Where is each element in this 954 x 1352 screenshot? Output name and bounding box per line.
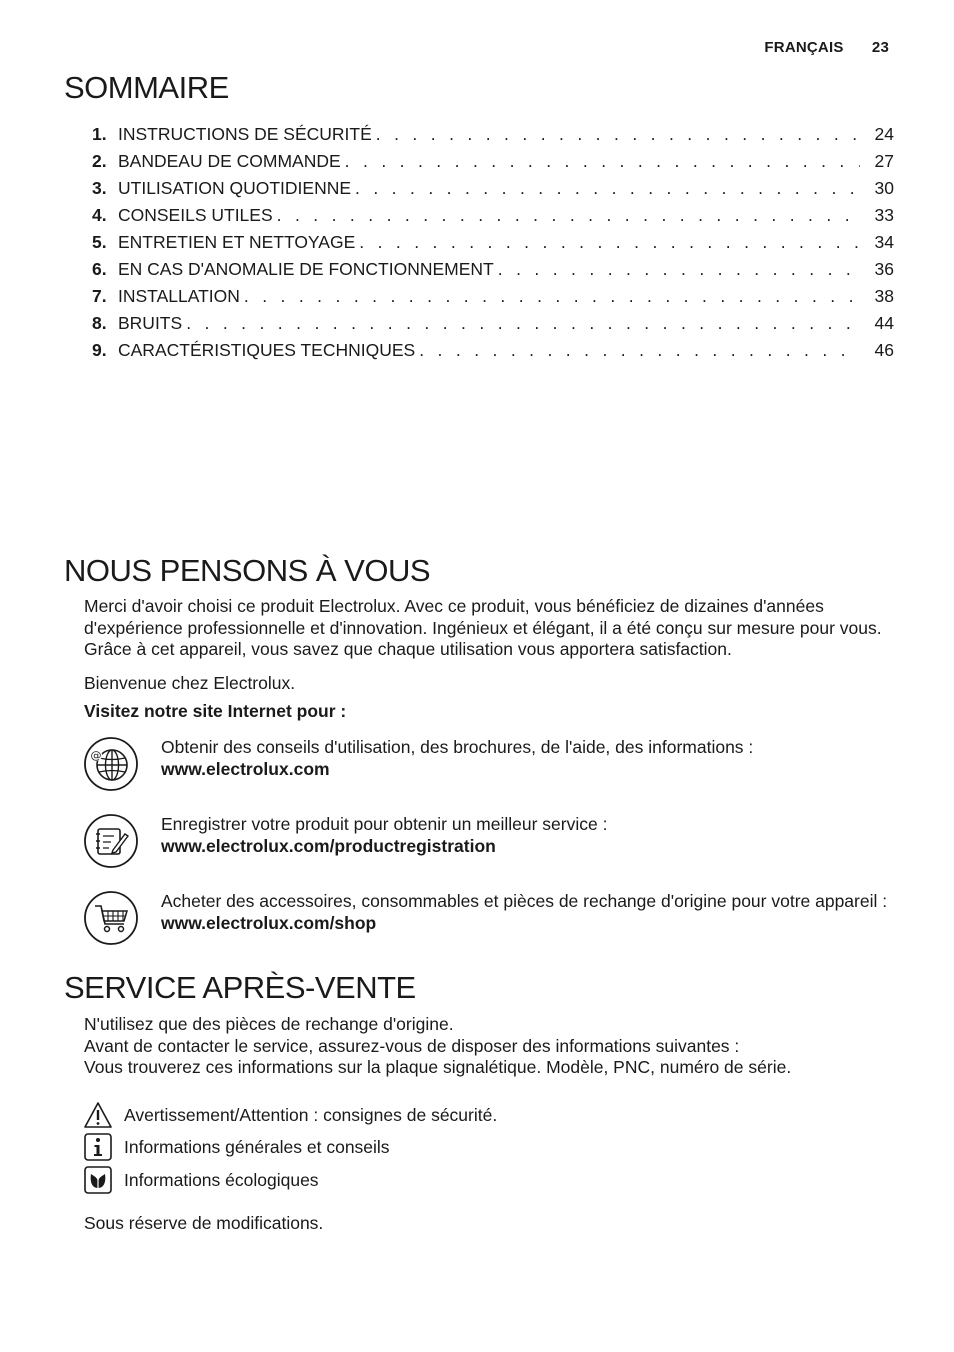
registration-icon: [84, 814, 138, 868]
toc-dot-leader: [186, 313, 860, 334]
product-registration-link[interactable]: www.electrolux.com/productregistration: [161, 835, 496, 856]
toc-dot-leader: [419, 340, 860, 361]
toc-item-page: 44: [874, 313, 894, 333]
toc-item-page: 27: [874, 151, 894, 171]
link-row-advice: [84, 737, 894, 797]
toc-item-title: UTILISATION QUOTIDIENNE: [118, 178, 352, 198]
toc-item-page: 33: [874, 205, 894, 225]
service-line: Avant de contacter le service, assurez-vous de disposer des informations suivantes :: [84, 1035, 740, 1056]
symbol-text: Avertissement/Attention : consignes de sécurité.: [124, 1105, 498, 1125]
toc-item-page: 46: [874, 340, 894, 360]
toc-item[interactable]: [92, 205, 894, 232]
toc-item-page: 30: [874, 178, 894, 198]
symbol-text: Informations générales et conseils: [124, 1137, 390, 1157]
toc-item-page: 38: [874, 286, 894, 306]
toc-item-number: 8.: [92, 313, 107, 333]
shopping-cart-icon: [84, 891, 138, 945]
link-text: Enregistrer votre produit pour obtenir un meilleur service :: [161, 814, 608, 834]
toc-dot-leader: [355, 178, 860, 199]
sommaire-title: SOMMAIRE: [64, 70, 229, 105]
toc-item-page: 34: [874, 232, 894, 252]
toc-dot-leader: [277, 205, 860, 226]
visit-label: Visitez notre site Internet pour :: [84, 701, 347, 721]
toc-item-page: 36: [874, 259, 894, 279]
link-text: Acheter des accessoires, consommables et pièces de rechange d'origine pour votre appareil :: [161, 891, 888, 911]
shop-link[interactable]: www.electrolux.com/shop: [161, 912, 377, 933]
globe-icon: [84, 737, 138, 791]
toc-dot-leader: [345, 151, 860, 172]
info-icon: [84, 1133, 112, 1161]
footer-note: Sous réserve de modifications.: [84, 1213, 324, 1233]
intro-paragraph: Merci d'avoir choisi ce produit Electrolux. Avec ce produit, vous bénéficiez de dizaines d'années d'expérience professionnelle et d'innovation. Ingénieux et élégant, il a été conçu sur mesure pour vous. Grâce à cet appareil, vous savez que chaque utilisation vous apportera satisfaction.: [84, 596, 882, 659]
link-row-registration: [84, 814, 894, 874]
toc-item[interactable]: [92, 178, 894, 205]
svg-text:@: @: [90, 749, 102, 762]
toc-item-title: ENTRETIEN ET NETTOYAGE: [118, 232, 356, 252]
service-title: SERVICE APRÈS-VENTE: [64, 970, 416, 1005]
service-paragraph: [84, 1014, 904, 1079]
toc-item-number: 1.: [92, 124, 107, 144]
toc-item-number: 5.: [92, 232, 107, 252]
toc-item-title: BANDEAU DE COMMANDE: [118, 151, 341, 171]
table-of-contents: [92, 124, 894, 367]
link-description: [161, 737, 901, 780]
toc-item-title: CONSEILS UTILES: [118, 205, 273, 225]
electrolux-link[interactable]: www.electrolux.com: [161, 758, 330, 779]
language-label: FRANÇAIS: [764, 39, 844, 56]
toc-item-number: 6.: [92, 259, 107, 279]
page-header: [764, 39, 889, 56]
toc-dot-leader: [376, 124, 860, 145]
link-row-shop: [84, 891, 894, 957]
symbol-text: Informations écologiques: [124, 1170, 319, 1190]
toc-dot-leader: [498, 259, 860, 280]
service-line: N'utilisez que des pièces de rechange d'origine.: [84, 1014, 454, 1034]
link-description: [161, 891, 901, 934]
toc-item-title: EN CAS D'ANOMALIE DE FONCTIONNEMENT: [118, 259, 494, 279]
page-number: 23: [871, 39, 889, 56]
link-description: [161, 814, 901, 857]
toc-item[interactable]: [92, 151, 894, 178]
welcome-text: Bienvenue chez Electrolux.: [84, 673, 296, 693]
service-line: Vous trouverez ces informations sur la plaque signalétique. Modèle, PNC, numéro de série.: [84, 1057, 792, 1077]
toc-item-number: 2.: [92, 151, 107, 171]
toc-item-number: 3.: [92, 178, 107, 198]
toc-item[interactable]: [92, 232, 894, 259]
toc-item-title: INSTRUCTIONS DE SÉCURITÉ: [118, 124, 372, 144]
toc-item-number: 4.: [92, 205, 107, 225]
nous-pensons-title: NOUS PENSONS À VOUS: [64, 553, 431, 588]
toc-dot-leader: [359, 232, 860, 253]
warning-icon: [84, 1101, 112, 1129]
toc-item-number: 7.: [92, 286, 107, 306]
link-text: Obtenir des conseils d'utilisation, des brochures, de l'aide, des informations :: [161, 737, 754, 757]
toc-item[interactable]: [92, 313, 894, 340]
toc-item-page: 24: [874, 124, 894, 144]
toc-item-title: CARACTÉRISTIQUES TECHNIQUES: [118, 340, 416, 360]
toc-item-number: 9.: [92, 340, 107, 360]
toc-item[interactable]: [92, 340, 894, 367]
toc-item-title: INSTALLATION: [118, 286, 240, 306]
toc-item-title: BRUITS: [118, 313, 183, 333]
toc-item[interactable]: [92, 259, 894, 286]
toc-item[interactable]: [92, 286, 894, 313]
toc-item[interactable]: [92, 124, 894, 151]
eco-leaf-icon: [84, 1166, 112, 1194]
toc-dot-leader: [244, 286, 860, 307]
